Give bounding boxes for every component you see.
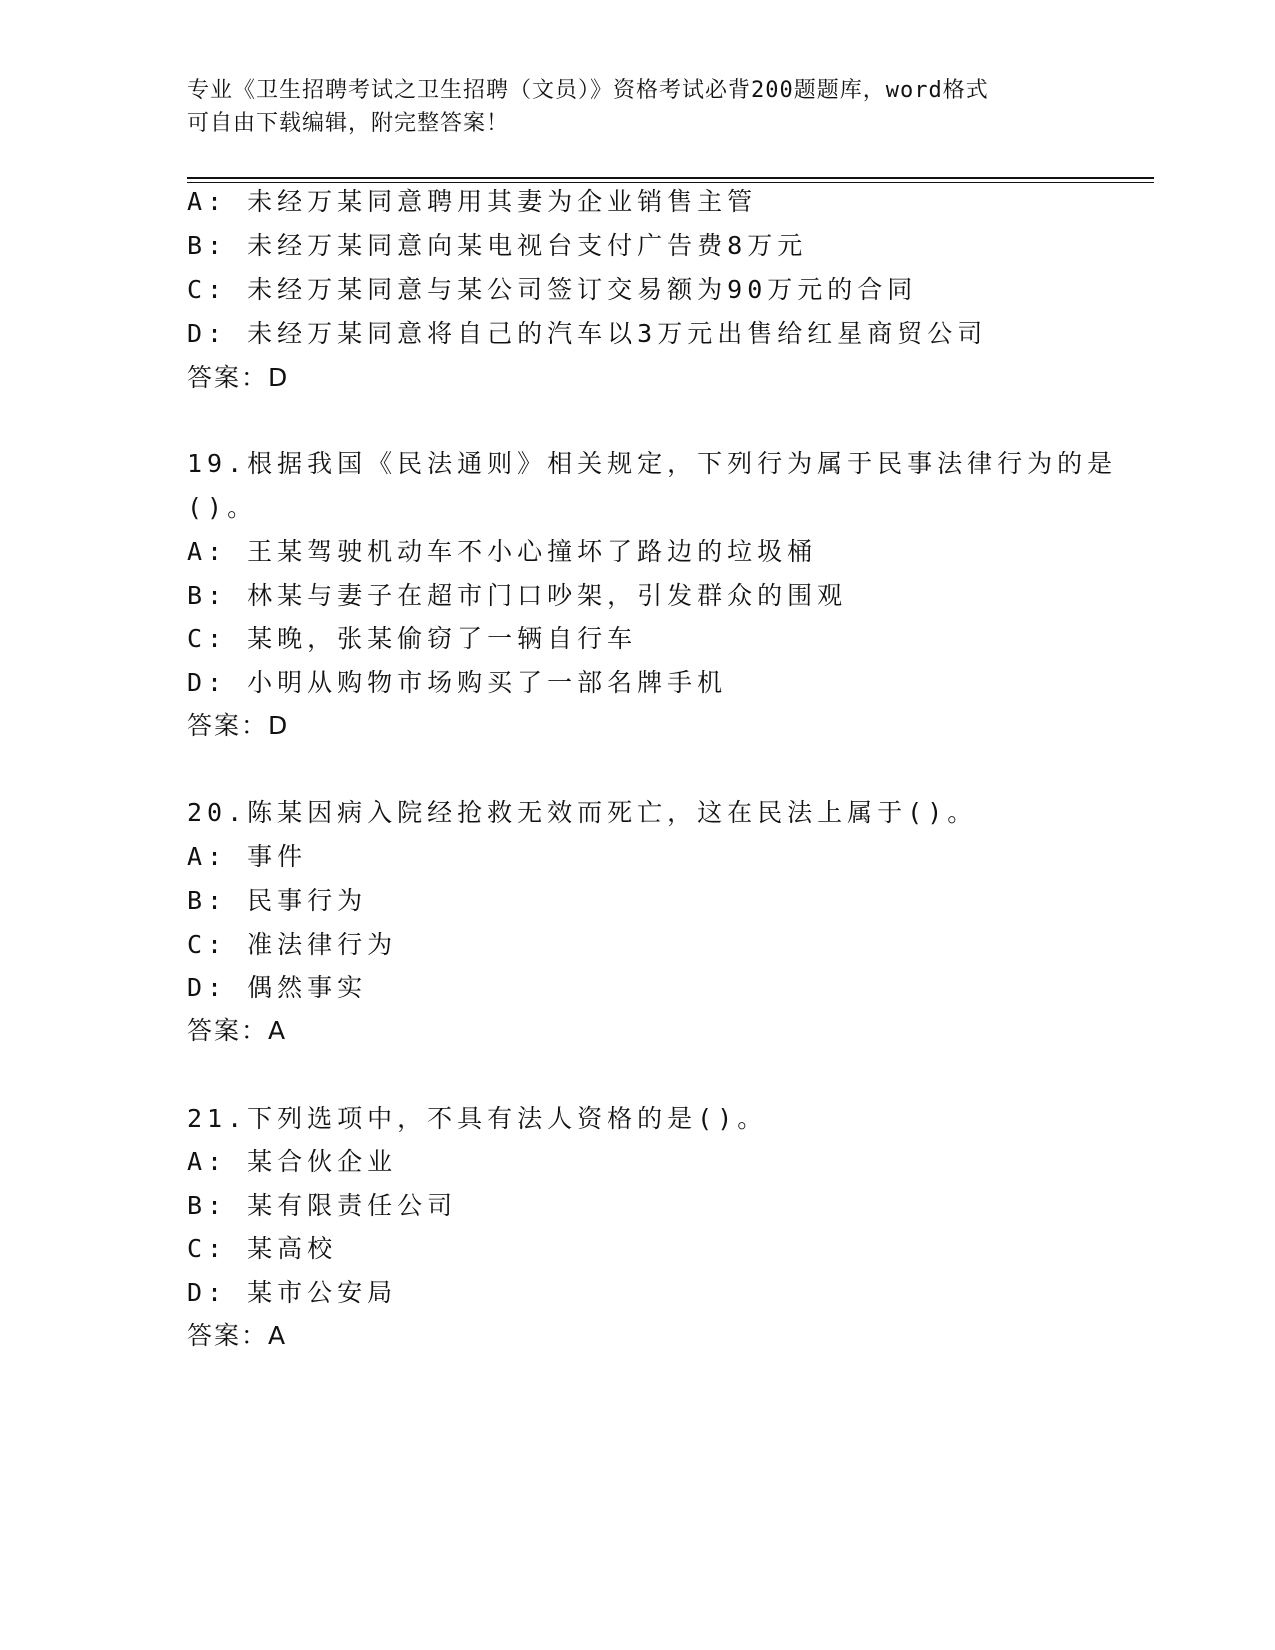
- q19-stem-line-2: ()。: [187, 493, 258, 522]
- q21-stem: 21.下列选项中，不具有法人资格的是()。: [187, 1104, 768, 1133]
- q18-answer: 答案：D: [187, 363, 290, 392]
- document-header: [187, 74, 1077, 140]
- header-title-line-2: 可自由下载编辑，附完整答案！: [187, 111, 510, 136]
- q19-stem-line-1: 19.根据我国《民法通则》相关规定，下列行为属于民事法律行为的是: [187, 449, 1118, 478]
- q18-option-c: C: 未经万某同意与某公司签订交易额为90万元的合同: [187, 275, 918, 304]
- q18-option-a: A: 未经万某同意聘用其妻为企业销售主管: [187, 187, 758, 216]
- header-title-line-1: 专业《卫生招聘考试之卫生招聘（文员）》资格考试必背200题题库，word格式: [187, 78, 989, 103]
- q21-option-d: D: 某市公安局: [187, 1278, 398, 1307]
- q19-option-a: A: 王某驾驶机动车不小心撞坏了路边的垃圾桶: [187, 537, 818, 566]
- q21-option-c: C: 某高校: [187, 1234, 338, 1263]
- q20-option-a: A: 事件: [187, 842, 308, 871]
- q19-option-d: D: 小明从购物市场购买了一部名牌手机: [187, 668, 728, 697]
- q21-answer: 答案：A: [187, 1321, 288, 1350]
- q20-option-d: D: 偶然事实: [187, 973, 368, 1002]
- q21-option-a: A: 某合伙企业: [187, 1147, 398, 1176]
- q19-option-b: B: 林某与妻子在超市门口吵架，引发群众的围观: [187, 581, 848, 610]
- q20-answer: 答案：A: [187, 1016, 288, 1045]
- header-divider: [187, 177, 1154, 183]
- q19-option-c: C: 某晚，张某偷窃了一辆自行车: [187, 624, 638, 653]
- q19-answer: 答案：D: [187, 711, 290, 740]
- q18-option-b: B: 未经万某同意向某电视台支付广告费8万元: [187, 231, 808, 260]
- q18-option-d: D: 未经万某同意将自己的汽车以3万元出售给红星商贸公司: [187, 319, 988, 348]
- q20-option-b: B: 民事行为: [187, 886, 368, 915]
- q20-option-c: C: 准法律行为: [187, 930, 398, 959]
- q21-option-b: B: 某有限责任公司: [187, 1191, 458, 1220]
- q20-stem: 20.陈某因病入院经抢救无效而死亡，这在民法上属于()。: [187, 798, 978, 827]
